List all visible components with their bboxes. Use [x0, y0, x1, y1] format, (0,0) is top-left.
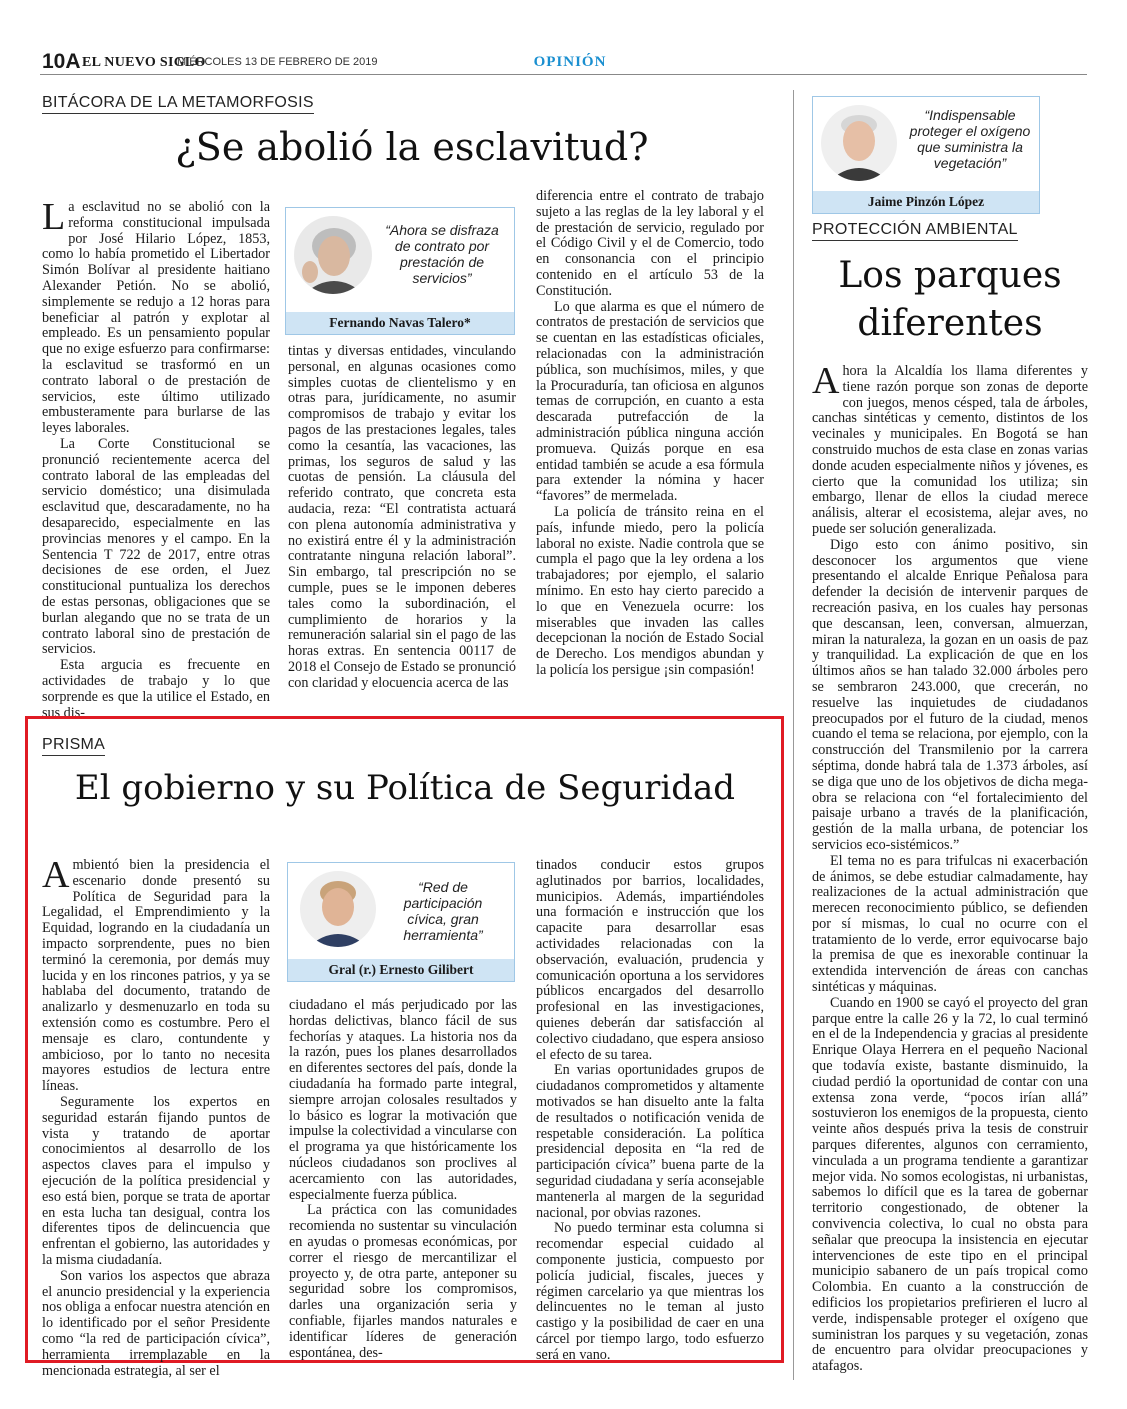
author-quote: “Red de participación cívica, gran herramienta”	[403, 879, 483, 943]
paragraph: Esta argucia es frecuente en actividades de trabajo y lo que sorprende es que la utilice el Estado, en sus dis-	[42, 657, 270, 721]
dropcap: A	[42, 854, 70, 896]
article2-title: El gobierno y su Política de Seguridad	[74, 768, 736, 808]
paragraph: a esclavitud no se abolió con la reforma constitucional impulsada por José Hilario López, 1853, como lo había prometido el Libertador Simón Bolívar al presidente haitiano Alexander Petión. No se abolió, simplemente se redujo a 12 horas para beneficiar al patrón y explotar al empleado. Es un pensamiento popular que no exige esfuerzo para confirmarse: la esclavitud se trasformó en un contrato laboral o de prestación de servicios, este último utilizado embusteramente para burlarse de las leyes laborales.	[42, 199, 270, 437]
article3-kicker: PROTECCIÓN AMBIENTAL	[812, 221, 1018, 241]
title-line: Los parques	[838, 255, 1062, 296]
article2-column-3	[536, 858, 764, 1364]
paragraph: Son varios los aspectos que abraza el anuncio presidencial y la experiencia nos obliga a enfocar nuestra atención en lo identificado por el señor Presidente como “la red de participación cívica”, herramienta irremplazable en la mencionada estrategia, al ser el	[42, 1267, 270, 1379]
paragraph: Seguramente los expertos en seguridad estarán fijando puntos de vista y tratando de aportar conocimientos al desarrollo de los aspectos claves para el impulso y ejecución de la política presidencial y eso está bien, porque se trata de aportar en esta lucha tan desigual, contra los diferentes tipos de delincuencia que enfrentan el gobierno, las autoridades y la misma ciudadanía.	[42, 1093, 270, 1268]
article3-body	[812, 360, 1088, 1375]
author-photo	[294, 216, 372, 294]
author-name: Fernando Navas Talero*	[286, 312, 514, 334]
paragraph: La Corte Constitucional se pronunció recientemente acerca del contrato laboral de las empleadas del servicio doméstico; una disimulada esclavitud que, descaradamente, no ha desaparecido, especialmente en las provincias menores y el campo. En la Sentencia T 722 de 2017, entre otras decisiones de ese orden, el Juez constitucional puntualiza los derechos de estas personas, obligaciones que se burlan alegando que no se trata de un contrato laboral sino de prestación de servicios.	[42, 435, 270, 658]
paragraph: Lo que alarma es que el número de contratos de prestación de servicios que se cuentan en las estadísticas oficiales, relacionadas con la administración pública, son muchísimos, miles, y que la Procuraduría, tan oficiosa en algunos temas de corrupción, en cuanto a esta descarada putrefacción de la administración pública ninguna acción promueva. Quizás porque en esa entidad también se acude a esa fórmula para extender la nómina y hacer “favores” de mermelada.	[536, 298, 764, 505]
paragraph: La policía de tránsito reina en el país, infunde miedo, pero la policía laboral no existe. Nadie controla que se cumpla el pago que la ley ordena a los trabajadores; por ejemplo, el salario mínimo. En esto hay cierto parecido a lo que en Venezuela ocurre: los miserables que invaden las calles decepcionan la noción de Estado Social de Derecho. Los mendigos abundan y la policía los persigue ¡sin compasión!	[536, 503, 764, 678]
paragraph: Cuando en 1900 se cayó el proyecto del gran parque entre la calle 26 y la 72, lo cual terminó en el de la Independencia y gracias al presidente Enrique Olaya Herrera en el pequeño Nacional que todavía existe, bastante disminuido, la ciudad perdió la oportunidad de contar con una extensa zona verde, “pocos irían allá” sostuvieron los enemigos de la propuesta, ciento veinte años después priva la tesis de construir parques diferentes, algunos con cerramiento, vinculada a un programa tendiente a garantizar mejor vida. No somos ecologistas, ni urbanistas, sabemos lo difícil que es la tarea de gobernar territorio congestionado, de obtener la convivencia colectiva, lo cual no obsta para señalar que preocupa la insistencia en ejecutar intervenciones de este tipo en el principal municipio sabanero de un país tropical como Colombia. En cuanto a la construcción de edificios los propietarios prefirieren el lucro al verde, indispensable proteger el oxígeno que suministran los parques y su vegetación, zonas de encuentro para olvidar preocupaciones y atafagos.	[812, 994, 1088, 1375]
paragraph: El tema no es para trifulcas ni exacerbación de ánimos, se debe estudiar calmadamente, hay realizaciones de la actual administración que merecen reconocimiento público, se defienden por sí mismas, lo cual no ocurre con el tratamiento de lo verde, error equivocarse bajo la premisa de que es inexorable continuar la extendida intervención de áreas con canchas sintéticas y máquinas.	[812, 852, 1088, 996]
paragraph: La práctica con las comunidades recomienda no sustentar su vinculación en ayudas o promesas económicas, por correr el riesgo de mercantilizar el proyecto y, de otra parte, anteponer su seguridad sobre los compromisos, darles una organización seria y confiable, fijarles mandos naturales e identificar líderes de generación espontánea, des-	[289, 1202, 517, 1361]
paragraph: Digo esto con ánimo positivo, sin desconocer los argumentos que viene presentando el alcalde Enrique Peñalosa para defender la decisión de intervenir parques de recreación pasiva, en los cuales hay personas que descansan, leen, conversan, almuerzan, miran la naturaleza, la gozan en un oasis de paz y tranquilidad. La explicación de que en los últimos años se han talado 32.000 árboles pero se sembraron 243.000, que crecerán, no resuelve las inquietudes de ciudadanos preocupados por el futuro de la ciudad, menos cuando el tema se relaciona, por ejemplo, con la construcción del Transmilenio por la carrera séptima, donde habrá tala de 1.373 árboles, así se diga que uno de los objetivos de dicha mega-obra se relaciona con “el fortalecimiento del paisaje urbano a través de la planificación, gestión de la malla urbana, de potenciar los servicios eco-sistémicos.”	[812, 536, 1088, 853]
article3-title	[812, 252, 1088, 348]
article1-title: ¿Se abolió la esclavitud?	[175, 125, 649, 169]
paragraph: tintas y diversas entidades, vinculando personal, en algunas ocasiones como simples cuotas de clientelismo y en otras para, jurídicamente, no asumir compromisos de trabajo y evitar los pagos de las prestaciones legales, tales como la cesantía, las vacaciones, las primas, los seguros de salud y las cuotas de pensión. La cláusula del referido contrato, que concreta esta audacia, reza: “El contratista actuará con plena autonomía administrativa y no existirá entre él y la administración contratante ninguna relación laboral”. Sin embargo, tal prescripción no se cumple, pues se le imponen deberes tales como la subordinación, el cumplimiento de horarios y la remuneración salarial sin el pago de las horas extras. En sentencia 00117 de 2018 el Consejo de Estado se pronunció con claridad y elocuencia acerca de las	[288, 343, 516, 691]
article1-author-box	[285, 207, 515, 335]
author-photo	[821, 105, 897, 181]
section-label: OPINIÓN	[533, 54, 607, 70]
dropcap: A	[812, 360, 840, 402]
author-photo	[300, 871, 376, 947]
paragraph: tinados conducir estos grupos aglutinados por barrios, localidades, municipios. Además, impartiéndoles una formación e instrucción que los capacite para desarrollar esas actividades relacionadas con la observación, evaluación, prudencia y comunicación oportuna a los servidores públicos encargados del desarrollo profesional en las investigaciones, quienes deberán dar satisfacción al colectivo ciudadano, que espera ansioso el efecto de su tarea.	[536, 857, 764, 1063]
paragraph: hora la Alcaldía los llama diferentes y tiene razón porque son zonas de deporte con juegos, menos césped, tala de árboles, canchas sintéticas y cemento, distintos de los vecinales y municipales. En Bogotá se han construido muchos de esta clase en zonas varias donde acuden especialmente niños y jóvenes, es cierto que la comunidad los utiliza; sin embargo, llenar de ellos la ciudad merece análisis, alterar el ecosistema, alejar aves, no puede ser solución generalizada.	[812, 363, 1088, 537]
title-line: diferentes	[857, 303, 1043, 344]
column-divider	[793, 90, 794, 1380]
author-name: Jaime Pinzón López	[813, 191, 1039, 213]
article2-kicker: PRISMA	[42, 736, 105, 756]
article2-author-box	[287, 862, 515, 982]
page-number: 10A	[42, 50, 81, 73]
header-rule	[40, 74, 1087, 75]
issue-date: MIÉRCOLES 13 DE FEBRERO DE 2019	[177, 56, 378, 68]
author-name: Gral (r.) Ernesto Gilibert	[288, 959, 514, 981]
author-quote: “Indispensable proteger el oxígeno que suministra la vegetación”	[909, 107, 1031, 171]
dropcap: L	[42, 196, 66, 238]
article2-column-2	[289, 998, 517, 1361]
paragraph: En varias oportunidades grupos de ciudadanos comprometidos y altamente motivados se han disuelto ante la falta de resultados o notificación venida de respetable consideración. La política presidencial deposita en “la red de participación cívica” buena parte de la seguridad ciudadana y sería aconsejable mantenerla al margen de la seguridad nacional, por obvias razones.	[536, 1062, 764, 1221]
author-quote: “Ahora se disfraza de contrato por prestación de servicios”	[385, 222, 499, 286]
paragraph: mbientó bien la presidencia el escenario donde presentó su Política de Seguridad para la Legalidad, el Emprendimiento y la Equidad, logrando en la ciudadanía un impacto sorprendente, pues no bien terminó la ceremonia, por demás muy lucida y en los rincones patrios, y ya se hablaba del documento, tratando de analizarlo y desmenuzarlo en toda su extensión como es costumbre. Pero el mensaje es claro, contundente y ambicioso, por lo tanto no necesita mayores estudios de lectura entre líneas.	[42, 857, 270, 1095]
article1-column-2	[288, 344, 516, 692]
paragraph: diferencia entre el contrato de trabajo sujeto a las reglas de la ley laboral y el de prestación de servicio, regulado por el Código Civil y el de Comercio, todo en consonancia con el principio contenido en el artículo 53 de la Constitución.	[536, 188, 764, 299]
newspaper-name: EL NUEVO SIGLO	[82, 55, 206, 70]
paragraph: ciudadano el más perjudicado por las hordas delictivas, blanco fácil de sus fechorías y ataques. La historia nos da la razón, pues los planes desarrollados en diferentes sectores del país, donde la ciudadanía ha formado parte integral, siempre arrojan colosales resultados y lo básico es lograr la motivación que impulse la colectividad a vincularse con el programa ya que históricamente los núcleos ciudadanos son proclives al acercamiento con las autoridades, especialmente fuerza pública.	[289, 997, 517, 1203]
article2-column-1	[42, 854, 270, 1379]
paragraph: No puedo terminar esta columna si recomendar especial cuidado al componente justicia, compuesto por policía judicial, fiscales, jueces y régimen carcelario ya que mientras los delincuentes no le teman al justo castigo y la posibilidad de caer en una cárcel por tiempo largo, todo esfuerzo será en vano.	[536, 1220, 764, 1363]
article1-column-1	[42, 196, 270, 721]
article3-author-box	[812, 96, 1040, 214]
article1-column-3	[536, 189, 764, 679]
article1-kicker: BITÁCORA DE LA METAMORFOSIS	[42, 94, 314, 114]
